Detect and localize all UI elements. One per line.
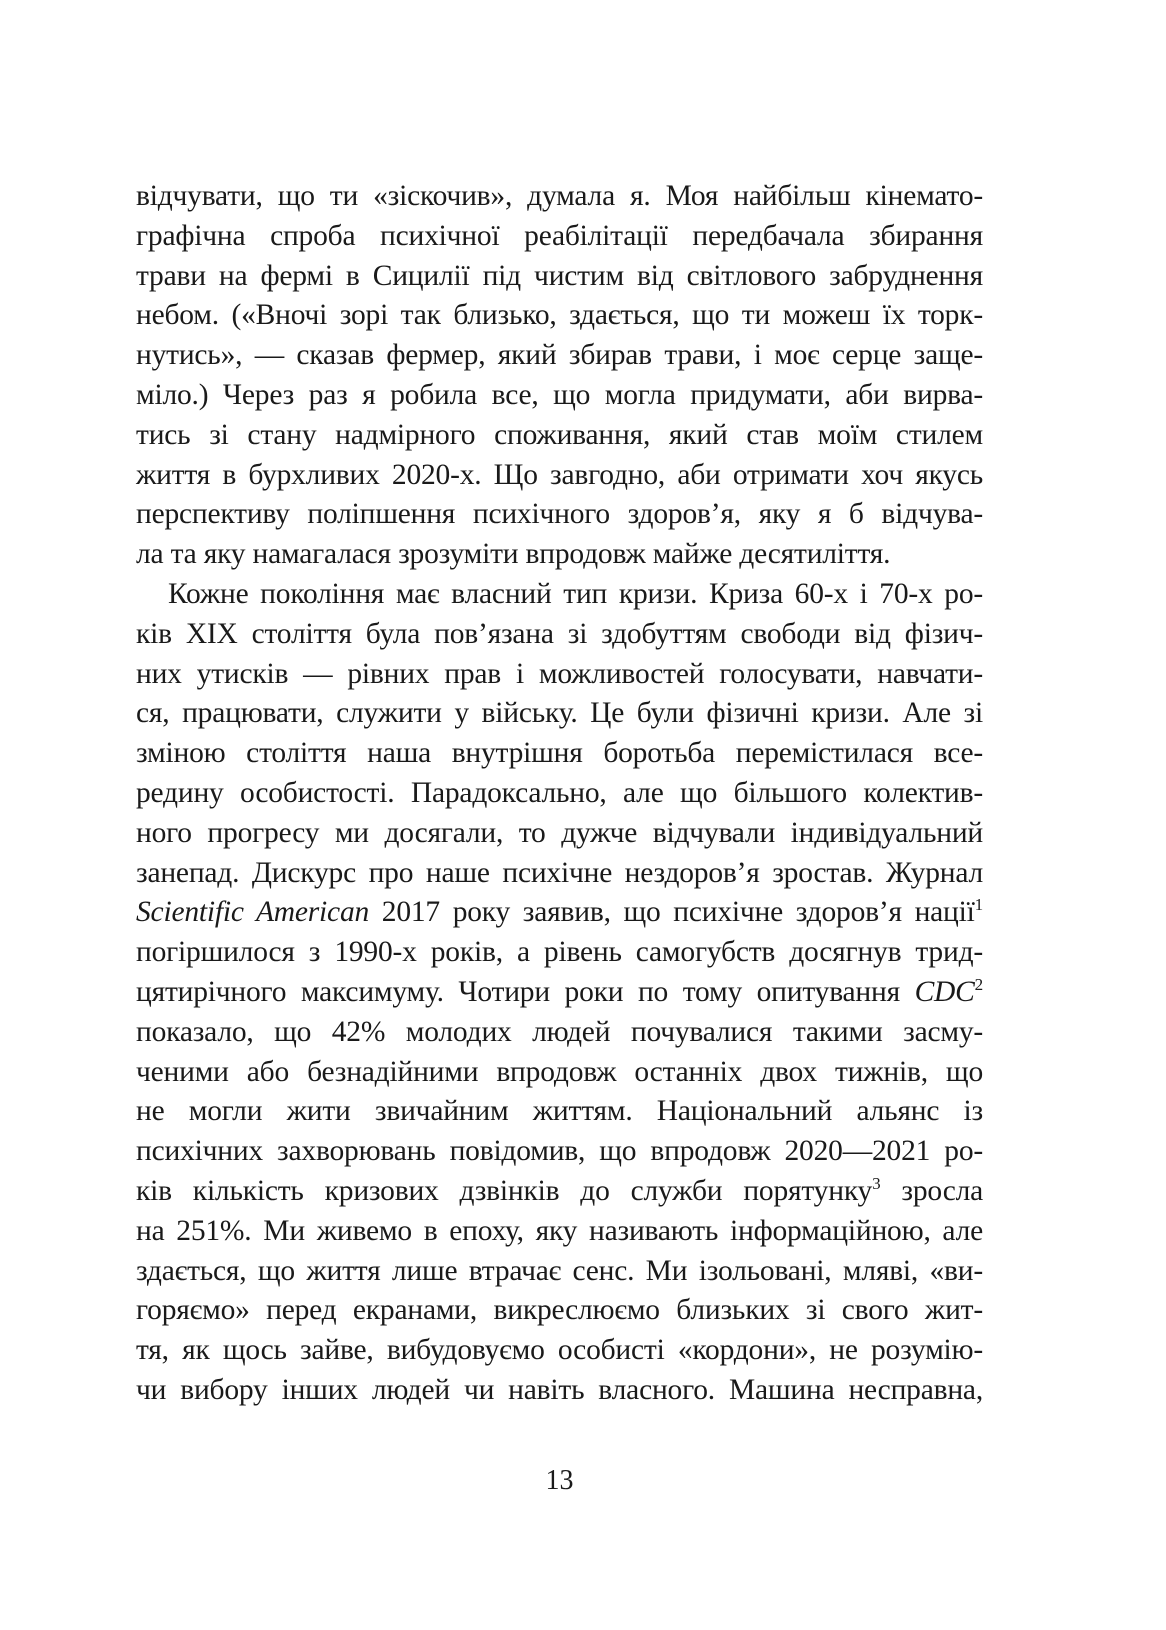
- text-block: [136, 177, 983, 1411]
- text-segment: ків XIX століття була пов’язана зі здобуттям свободи від фізич-: [136, 617, 983, 650]
- text-segment: цятирічного максимуму. Чотири роки по тому опитування: [136, 975, 915, 1008]
- text-segment: життя в бурхливих 2020-х. Що завгодно, аби отримати хоч якусь: [136, 458, 983, 491]
- text-line: [136, 177, 983, 217]
- text-segment: 2017 року заявив, що психічне здоров’я нації: [369, 896, 975, 929]
- text-segment: графічна спроба психічної реабілітації передбачала збирання: [136, 219, 983, 252]
- text-line: [136, 933, 983, 973]
- text-segment: CDC: [914, 975, 975, 1008]
- text-segment: психічних захворювань повідомив, що впродовж 2020—2021 ро-: [136, 1135, 983, 1168]
- text-line: [136, 814, 983, 854]
- text-segment: тя, як щось зайве, вибудовуємо особисті «кордони», не розумію-: [136, 1334, 983, 1367]
- text-line: [136, 694, 983, 734]
- text-segment: відчувати, що ти «зіскочив», думала я. Моя найбільш кінемато-: [136, 180, 983, 212]
- text-segment: Scientific American: [136, 896, 370, 929]
- text-line: [136, 734, 983, 774]
- text-segment: ного прогресу ми досягали, то дужче відчували індивідуальний: [136, 816, 983, 849]
- text-segment: Кожне покоління має власний тип кризи. Криза 60-х і 70-х ро-: [168, 577, 983, 610]
- text-line: [136, 774, 983, 814]
- text-line: [136, 296, 983, 336]
- footnote-ref: 1: [974, 895, 983, 915]
- text-line: [136, 575, 983, 615]
- text-line: [136, 1252, 983, 1292]
- text-segment: на 251%. Ми живемо в епоху, яку називають інформаційною, але: [136, 1214, 983, 1247]
- text-segment: ків кількість кризових дзвінків до служби порятунку: [136, 1174, 873, 1207]
- text-line: [136, 655, 983, 695]
- text-segment: ся, працювати, служити у війську. Це були фізичні кризи. Але зі: [136, 697, 983, 730]
- text-line: [136, 257, 983, 297]
- text-segment: ченими або безнадійними впродовж останніх двох тижнів, що: [136, 1055, 983, 1088]
- text-line: [136, 1172, 983, 1212]
- text-segment: них утисків — рівних прав і можливостей голосувати, навчати-: [136, 657, 983, 690]
- footnote-ref: 2: [974, 975, 983, 995]
- text-line: [136, 535, 983, 575]
- text-segment: занепад. Дискурс про наше психічне нездоров’я зростав. Журнал: [136, 856, 983, 889]
- paragraph: [136, 575, 983, 1411]
- text-segment: редину особистості. Парадоксально, але що більшого колектив-: [136, 776, 983, 809]
- text-line: [136, 973, 983, 1013]
- paragraph: [136, 177, 983, 575]
- text-line: [136, 615, 983, 655]
- text-line: [136, 854, 983, 894]
- text-segment: перспективу поліпшення психічного здоров’я, яку я б відчува-: [136, 498, 983, 531]
- text-line: [136, 1212, 983, 1252]
- text-segment: погіршилося з 1990-х років, а рівень самогубств досягнув трид-: [136, 936, 983, 969]
- text-line: [136, 1132, 983, 1172]
- text-segment: горяємо» перед екранами, викреслюємо близьких зі свого жит-: [136, 1294, 983, 1327]
- text-line: [136, 1291, 983, 1331]
- text-line: [136, 336, 983, 376]
- page-number: 13: [545, 1465, 574, 1496]
- text-segment: небом. («Вночі зорі так близько, здається, що ти можеш їх торк-: [136, 299, 983, 332]
- text-line: [136, 1053, 983, 1093]
- text-segment: ла та яку намагалася зрозуміти впродовж майже десятиліття.: [136, 538, 891, 571]
- text-line: [136, 217, 983, 257]
- text-line: [136, 1331, 983, 1371]
- text-line: [136, 456, 983, 496]
- text-line: [136, 893, 983, 933]
- text-line: [136, 416, 983, 456]
- text-line: [136, 1092, 983, 1132]
- text-segment: міло.) Через раз я робила все, що могла придумати, аби вирва-: [136, 378, 983, 411]
- text-segment: чи вибору інших людей чи навіть власного. Машина несправна,: [136, 1373, 983, 1406]
- text-line: [136, 1013, 983, 1053]
- text-segment: тись зі стану надмірного споживання, який став моїм стилем: [136, 418, 983, 451]
- text-segment: зміною століття наша внутрішня боротьба перемістилася все-: [136, 737, 983, 770]
- text-segment: нутись», — сказав фермер, який збирав трави, і моє серце заще-: [136, 339, 983, 372]
- text-segment: не могли жити звичайним життям. Національний альянс із: [136, 1095, 983, 1128]
- footnote-ref: 3: [872, 1174, 881, 1194]
- text-segment: показало, що 42% молодих людей почувалися такими засму-: [136, 1015, 983, 1048]
- text-line: [136, 376, 983, 416]
- text-segment: зросла: [880, 1174, 984, 1207]
- text-segment: трави на фермі в Сицилії під чистим від світлового забруднення: [136, 259, 983, 292]
- text-line: [136, 495, 983, 535]
- text-segment: здається, що життя лише втрачає сенс. Ми ізольовані, мляві, «ви-: [136, 1254, 983, 1287]
- text-line: [136, 1371, 983, 1411]
